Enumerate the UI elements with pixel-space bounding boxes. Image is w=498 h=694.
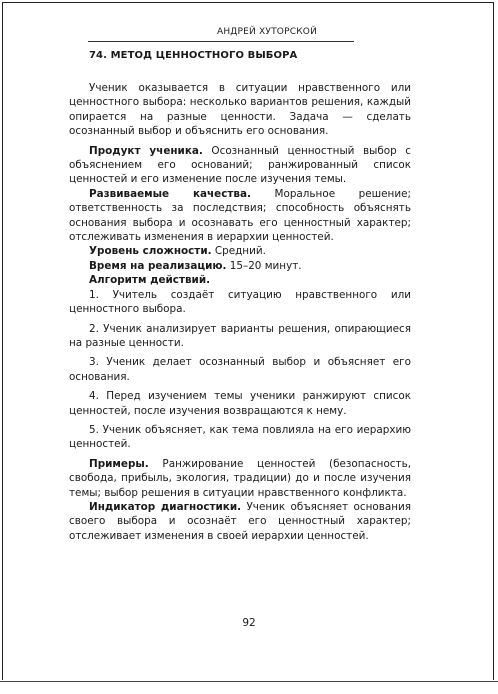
qualities-paragraph (69, 187, 411, 245)
difficulty-label: Уровень сложности. (89, 245, 212, 258)
section-title: 74. МЕТОД ЦЕННОСТНОГО ВЫБОРА (89, 50, 298, 61)
product-label: Продукт ученика. (89, 144, 203, 157)
examples-text: Ранжирование ценностей (безопасность, свобода, прибыль, экология, традиции) до и после изучения темы; выбор решения в ситуации нравственного конфликта. (69, 457, 411, 499)
algorithm-step: 2. Ученик анализирует варианты решения, опирающиеся на разные ценности. (69, 322, 411, 349)
diagnostics-label: Индикатор диагностики. (89, 500, 242, 513)
time-paragraph (69, 259, 411, 273)
difficulty-paragraph (69, 244, 411, 258)
bottom-rule (0, 681, 498, 682)
algorithm-label: Алгоритм действий. (89, 274, 211, 287)
algorithm-step: 3. Ученик делает осознанный выбор и объясняет его основания. (69, 356, 411, 383)
intro-paragraph: Ученик оказывается в ситуации нравственного или ценностного выбора: несколько вариантов решения, каждый опирается на разные ценности. Задача — сделать осознанный выбор и объяснить его основания. (69, 82, 411, 138)
product-text: Осознанный ценностный выбор с объяснением его оснований; ранжированный список ценностей и его изменение после изучения темы. (69, 144, 411, 186)
qualities-text: Моральное решение; ответственность за последствия; способность объяснять основания выбора и осознавать его ценностный характер; отслеживать изменения в иерархии ценностей. (69, 187, 411, 244)
page-number: 92 (242, 617, 256, 629)
body-text (69, 81, 411, 543)
diagnostics-text: Ученик объясняет основания своего выбора и осознаёт его ценностный характер; отслеживает изменения в своей иерархии ценностей. (69, 500, 412, 542)
examples-label: Примеры. (89, 457, 149, 470)
time-text: 15–20 минут. (226, 259, 302, 272)
product-paragraph (69, 144, 411, 187)
algorithm-step: 4. Перед изучением темы ученики ранжируют список ценностей, после изучения возвращаются к нему. (69, 390, 411, 417)
qualities-label: Развиваемые качества. (89, 187, 251, 200)
difficulty-text: Средний. (211, 245, 266, 258)
diagnostics-paragraph (69, 500, 411, 543)
running-head: АНДРЕЙ ХУТОРСКОЙ (216, 27, 317, 37)
algorithm-step: 5. Ученик объясняет, как тема повлияла на его иерархию ценностей. (69, 423, 411, 451)
examples-paragraph (69, 457, 411, 500)
algorithm-heading (69, 273, 411, 287)
time-label: Время на реализацию. (89, 259, 227, 272)
algorithm-step: 1. Учитель создаёт ситуацию нравственного или ценностного выбора. (69, 288, 411, 316)
running-head-rule (88, 41, 354, 42)
